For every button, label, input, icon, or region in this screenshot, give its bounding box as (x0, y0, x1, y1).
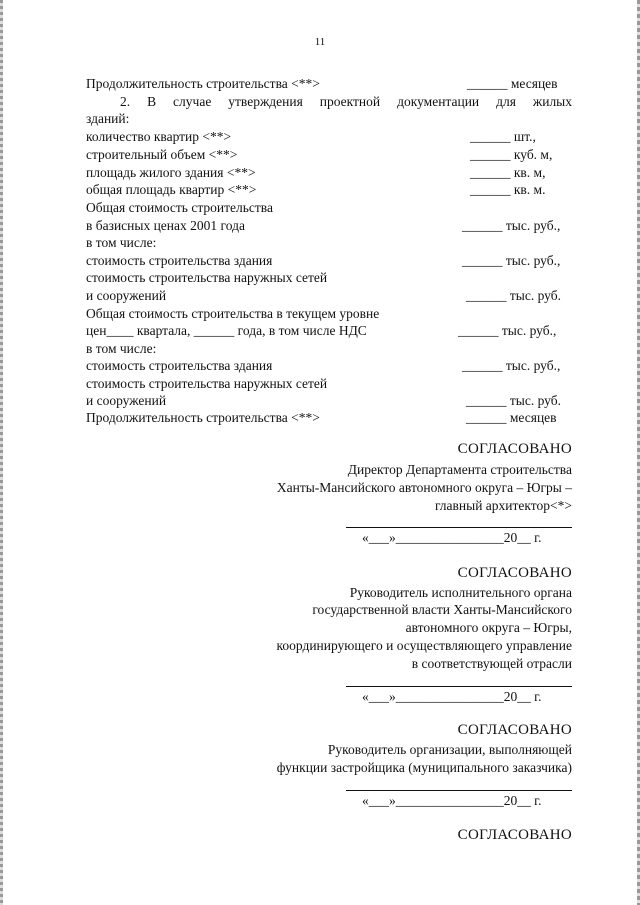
row-networks-cost-2: стоимость строительства наружных сетей (86, 376, 328, 391)
signature-line-2 (346, 686, 572, 687)
row-including-2: в том числе: (86, 341, 157, 356)
row-base-prices: в базисных ценах 2001 года ______ тыс. руб., (86, 218, 561, 233)
approval-3-line-2: функции застройщика (муниципального заказчика) (276, 760, 572, 775)
date-field-3: «___»________________20__ г. (362, 793, 542, 808)
row-structures-2: и сооружений ______ тыс. руб. (86, 393, 561, 408)
approval-1-line-1: Директор Департамента строительства (347, 462, 572, 477)
row-building-area: площадь жилого здания <**> ______ кв. м, (86, 165, 546, 180)
approval-1-line-3: главный архитектор<*> (434, 498, 572, 513)
row-structures-1: и сооружений ______ тыс. руб. (86, 288, 561, 303)
approval-3-line-1: Руководитель организации, выполняющей (327, 742, 572, 757)
row-buildings: зданий: (86, 111, 130, 126)
row-apartments-area: общая площадь квартир <**> ______ кв. м. (86, 182, 546, 197)
signature-line-3 (346, 790, 572, 791)
approval-1-line-2: Ханты-Мансийского автономного округа – Югры – (276, 480, 572, 495)
row-building-cost-1: стоимость строительства здания ______ тыс. руб., (86, 253, 561, 268)
date-field-2: «___»________________20__ г. (362, 689, 542, 704)
page-number: 11 (314, 36, 326, 48)
row-section-2: 2. В случае утверждения проектной документации для жилых (120, 94, 572, 109)
row-duration-2: Продолжительность строительства <**> ______ месяцев (86, 410, 557, 425)
approval-heading-1: СОГЛАСОВАНО (457, 441, 572, 457)
row-duration-1: Продолжительность строительства <**> ______ месяцев (86, 76, 558, 91)
approval-heading-3: СОГЛАСОВАНО (457, 722, 572, 738)
row-apartments-count: количество квартир <**> ______ шт., (86, 129, 536, 144)
approval-heading-2: СОГЛАСОВАНО (457, 565, 572, 581)
approval-heading-4: СОГЛАСОВАНО (457, 827, 572, 843)
approval-2-line-2: государственной власти Ханты-Мансийского (312, 602, 572, 617)
approval-2-line-4: координирующего и осуществляющего управление (276, 638, 572, 653)
row-building-cost-2: стоимость строительства здания ______ тыс. руб., (86, 358, 561, 373)
scan-edge-left (0, 0, 3, 905)
approval-2-line-1: Руководитель исполнительного органа (349, 585, 572, 600)
date-field-1: «___»________________20__ г. (362, 530, 542, 545)
row-total-cost: Общая стоимость строительства (86, 200, 273, 215)
row-networks-cost-1: стоимость строительства наружных сетей (86, 270, 328, 285)
row-current-cost: Общая стоимость строительства в текущем уровне (86, 306, 380, 321)
row-construction-volume: строительный объем <**> ______ куб. м, (86, 147, 553, 162)
signature-line-1 (346, 527, 572, 528)
row-current-prices: цен____ квартала, ______ года, в том числе НДС ______ тыс. руб., (86, 323, 557, 338)
approval-2-line-3: автономного округа – Югры, (405, 620, 572, 635)
approval-2-line-5: в соответствующей отрасли (411, 656, 572, 671)
row-including-1: в том числе: (86, 235, 157, 250)
